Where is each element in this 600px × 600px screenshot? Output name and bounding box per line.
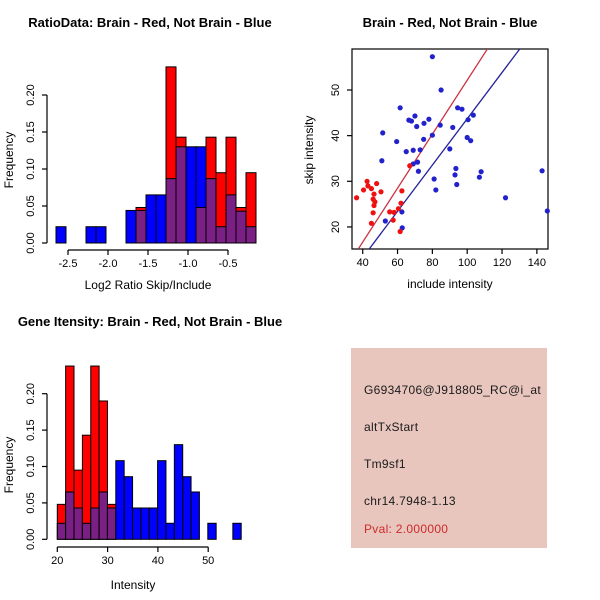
- gene-info-card: [351, 348, 547, 548]
- not-brain-point: [438, 123, 443, 128]
- histogram-bar-overlap: [206, 179, 216, 243]
- histogram-bar-overlap: [99, 492, 107, 539]
- y-axis-label: Frequency: [2, 436, 16, 494]
- histogram-bar: [186, 147, 196, 243]
- histogram-bar: [158, 461, 166, 540]
- histogram-bar-overlap: [136, 210, 146, 243]
- brain-point: [374, 181, 379, 186]
- histogram-bar: [191, 492, 199, 539]
- not-brain-point: [394, 139, 399, 144]
- not-brain-point: [503, 195, 508, 200]
- ratio-histogram-panel: [0, 0, 300, 300]
- not-brain-point: [416, 169, 421, 174]
- x-axis-label: include intensity: [407, 277, 493, 291]
- not-brain-point: [479, 169, 484, 174]
- fit-lines: [358, 49, 519, 249]
- event-type-text: altTxStart: [364, 420, 419, 434]
- histogram-bar-overlap: [57, 523, 65, 539]
- y-tick-label: 0.00: [25, 528, 37, 551]
- gene-intensity-histogram-panel: [0, 300, 300, 600]
- histogram-bar: [96, 227, 106, 243]
- not-brain-point: [465, 117, 470, 122]
- not-brain-point: [468, 138, 473, 143]
- not-brain-point: [421, 121, 426, 126]
- not-brain-point: [447, 146, 452, 151]
- not-brain-point: [398, 105, 403, 110]
- not-brain-point: [459, 107, 464, 112]
- y-tick-label: 50: [330, 83, 342, 97]
- x-tick-label: 20: [51, 555, 64, 567]
- not-brain-point: [453, 166, 458, 171]
- brain-point: [361, 187, 366, 192]
- not-brain-point: [438, 87, 443, 92]
- not-brain-point: [430, 54, 435, 59]
- y-tick-label: 0.20: [25, 84, 37, 106]
- brain-point: [398, 229, 403, 234]
- brain-point: [391, 218, 396, 223]
- scatter-points: [354, 54, 550, 234]
- not-brain-point: [409, 118, 414, 123]
- y-tick-label: 0.05: [25, 492, 37, 514]
- brain-point: [369, 186, 374, 191]
- x-axis-label: Intensity: [110, 578, 156, 592]
- brain-point: [371, 210, 376, 215]
- chart-title: RatioData: Brain - Red, Not Brain - Blue: [28, 15, 272, 30]
- histogram-bar-overlap: [82, 523, 90, 539]
- y-tick-label: 0.10: [25, 158, 37, 180]
- brain-point: [399, 188, 404, 193]
- x-tick-label: 50: [202, 555, 215, 567]
- not-brain-point: [404, 149, 409, 154]
- not-brain-point: [545, 208, 550, 213]
- x-tick-label: 140: [527, 257, 547, 269]
- histogram-bar-overlap: [216, 227, 226, 243]
- not-brain-point: [452, 172, 457, 177]
- histogram-bar: [116, 461, 124, 540]
- histogram-bar: [146, 195, 156, 243]
- histogram-bar-overlap: [246, 227, 256, 243]
- not-brain-point: [383, 218, 388, 223]
- y-tick-label: 30: [330, 175, 342, 188]
- brain-point: [369, 221, 374, 226]
- intensity-scatter-svg: [300, 0, 600, 300]
- gene-intensity-histogram-svg: [0, 300, 300, 600]
- histogram-bar: [133, 508, 141, 539]
- x-tick-label: -2.0: [98, 258, 118, 270]
- x-tick-label: 80: [426, 257, 439, 269]
- info-panel-region: [300, 300, 600, 600]
- not-brain-point: [426, 117, 431, 122]
- not-brain-point: [411, 148, 416, 153]
- histogram-bars: [57, 366, 241, 539]
- ratio-histogram-svg: [0, 0, 300, 300]
- chart-title: Gene Itensity: Brain - Red, Not Brain - Blue: [17, 314, 283, 329]
- histogram-bar: [56, 227, 66, 243]
- x-tick-label: -1.5: [138, 258, 158, 270]
- histogram-bar-overlap: [236, 211, 246, 243]
- histogram-bar: [174, 445, 182, 540]
- histogram-bar: [126, 210, 136, 243]
- x-tick-label: 100: [458, 257, 477, 269]
- not-brain-point: [450, 125, 455, 130]
- not-brain-point: [433, 187, 438, 192]
- x-tick-label: 120: [492, 257, 512, 269]
- histogram-bar: [208, 523, 216, 539]
- x-tick-label: 30: [101, 555, 114, 567]
- histogram-bar: [233, 523, 241, 539]
- pval-text: Pval: 2.000000: [364, 522, 449, 536]
- histogram-bar: [149, 508, 157, 539]
- x-tick-label: -1.0: [178, 258, 198, 270]
- brain-point: [391, 210, 396, 215]
- intensity-scatter-panel: [300, 0, 600, 300]
- brain-point: [398, 201, 403, 206]
- not-brain-point: [380, 130, 385, 135]
- location-text: chr14.7948-1.13: [364, 494, 456, 508]
- x-tick-label: 40: [151, 555, 165, 567]
- histogram-bar-overlap: [226, 195, 236, 243]
- y-tick-label: 40: [330, 129, 342, 142]
- y-tick-label: 0.20: [25, 382, 37, 405]
- not-brain-point: [412, 113, 417, 118]
- not-brain-point: [430, 133, 435, 138]
- histogram-bar: [141, 508, 149, 539]
- probe-id-text: G6934706@J918805_RC@i_at: [364, 383, 542, 397]
- not-brain-point: [454, 182, 459, 187]
- y-tick-label: 0.05: [25, 195, 37, 217]
- x-axis-label: Log2 Ratio Skip/Include: [84, 278, 212, 292]
- not-brain-point: [418, 147, 423, 152]
- histogram-bar: [86, 227, 96, 243]
- brain-point: [354, 195, 359, 200]
- chart-title: Brain - Red, Not Brain - Blue: [362, 15, 538, 30]
- y-tick-label: 0.10: [25, 455, 37, 478]
- gene-symbol-text: Tm9sf1: [364, 457, 406, 471]
- not-brain-point: [415, 160, 420, 165]
- histogram-bar-overlap: [107, 508, 115, 539]
- y-axis-label: skip intensity: [302, 115, 316, 185]
- histogram-bar: [183, 477, 191, 540]
- brain-point: [396, 206, 401, 211]
- y-tick-label: 0.15: [25, 419, 37, 441]
- x-tick-label: -2.5: [58, 258, 78, 270]
- not-brain-point: [379, 158, 384, 163]
- histogram-bar-overlap: [166, 179, 176, 243]
- histogram-bar-overlap: [74, 508, 82, 539]
- histogram-bars: [56, 67, 256, 243]
- not-brain-point: [471, 113, 476, 118]
- y-tick-label: 0.00: [25, 232, 37, 254]
- x-tick-label: 40: [356, 257, 369, 269]
- histogram-bar-overlap: [91, 508, 99, 539]
- brain-point: [407, 163, 412, 168]
- y-tick-label: 20: [330, 220, 342, 234]
- histogram-bar: [124, 477, 132, 540]
- not-brain-point: [477, 175, 482, 180]
- y-axis-label: Frequency: [2, 131, 16, 189]
- y-tick-label: 0.15: [25, 121, 37, 143]
- not-brain-point: [421, 137, 426, 142]
- brain-point: [378, 189, 383, 194]
- brain-fit-line: [358, 49, 487, 249]
- axes: [330, 49, 548, 269]
- histogram-bar: [156, 195, 166, 243]
- not-brain-point: [539, 168, 544, 173]
- x-tick-label: 60: [391, 257, 404, 269]
- brain-point: [371, 191, 376, 196]
- not-brain-point: [414, 124, 419, 129]
- histogram-bar-overlap: [66, 492, 74, 539]
- histogram-bar: [166, 523, 174, 539]
- brain-point: [364, 179, 369, 184]
- histogram-bar-overlap: [196, 207, 206, 243]
- brain-point: [371, 203, 376, 208]
- not-brain-point: [432, 176, 437, 181]
- histogram-bar-overlap: [176, 147, 186, 243]
- x-tick-label: -0.5: [218, 258, 238, 270]
